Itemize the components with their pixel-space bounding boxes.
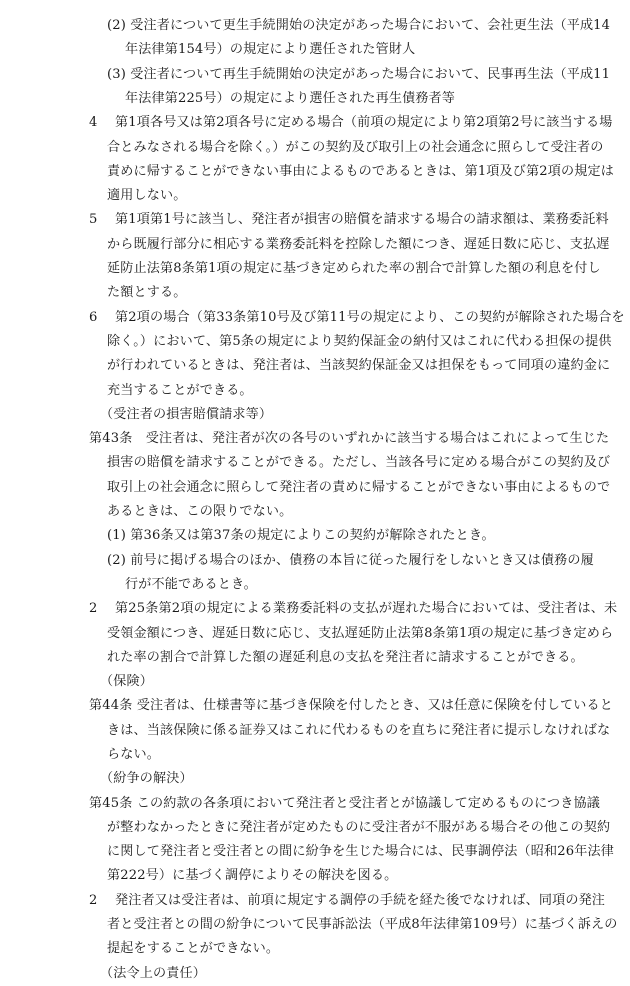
text-line: 4 第1項各号又は第2項各号に定める場合（前項の規定により第2項第2号に該当する場 <box>89 115 613 130</box>
text-line: きは、当該保険に係る証券又はこれに代わるものを直ちに発注者に提示しなければな <box>107 723 611 738</box>
text-line: 責めに帰することができない事由によるものであるときは、第1項及び第2項の規定は <box>107 164 614 179</box>
text-line: 年法律第225号）の規定により選任された再生債務者等 <box>125 91 456 106</box>
text-line: た額とする。 <box>107 285 187 300</box>
text-line: 年法律第154号）の規定により選任された管財人 <box>125 42 416 57</box>
text-line: 受領金額につき、遅延日数に応じ、支払遅延防止法第8条第1項の規定に基づき定めら <box>107 626 614 641</box>
text-line: 損害の賠償を請求することができる。ただし、当該各号に定める場合がこの契約及び <box>107 455 611 470</box>
text-line: (1) 第36条又は第37条の規定によりこの契約が解除されたとき。 <box>107 528 495 543</box>
text-line: 5 第1項第1号に該当し、発注者が損害の賠償を請求する場合の請求額は、業務委託料 <box>89 212 609 227</box>
text-line: から既履行部分に相応する業務委託料を控除した額につき、遅延日数に応じ、支払遅 <box>107 237 610 252</box>
text-line: 合とみなされる場合を除く。）がこの契約及び取引上の社会通念に照らして受注者の <box>107 140 604 155</box>
text-line: あるときは、この限りでない。 <box>107 504 293 519</box>
text-line: 6 第2項の場合（第33条第10号及び第11号の規定により、この契約が解除された場合を <box>89 310 625 325</box>
text-line: 2 第25条第2項の規定による業務委託料の支払が遅れた場合においては、受注者は、未 <box>89 601 618 616</box>
text-line: 提起をすることができない。 <box>107 941 280 956</box>
section-heading: （紛争の解決） <box>100 771 193 786</box>
text-line: に関して発注者と受注者との間に紛争を生じた場合には、民事調停法（昭和26年法律 <box>107 844 614 859</box>
text-line: 第45条 この約款の各条項において発注者と受注者とが協議して定めるものにつき協議 <box>89 796 601 811</box>
text-line: 延防止法第8条第1項の規定に基づき定められた率の割合で計算した額の利息を付し <box>107 261 601 276</box>
section-heading: （保険） <box>100 674 153 689</box>
text-line: れた率の割合で計算した額の遅延利息の支払を発注者に請求することができる。 <box>107 650 584 665</box>
text-line: らない。 <box>107 747 160 762</box>
text-line: 2 発注者又は受注者は、前項に規定する調停の手続を経た後でなければ、同項の発注 <box>89 893 606 908</box>
text-line: 第43条 受注者は、発注者が次の各号のいずれかに該当する場合はこれによって生じた <box>89 431 610 446</box>
text-line: が整わなかったときに発注者が定めたものに受注者が不服がある場合その他この契約 <box>107 820 611 835</box>
text-line: 充当することができる。 <box>107 383 253 398</box>
text-line: 行が不能であるとき。 <box>125 577 257 592</box>
text-line: (3) 受注者について再生手続開始の決定があった場合において、民事再生法（平成11 <box>107 67 611 82</box>
text-line: 適用しない。 <box>107 188 187 203</box>
text-line: 者と受注者との間の紛争について民事訴訟法（平成8年法律第109号）に基づく訴えの <box>107 917 618 932</box>
text-line: 除く。）において、第5条の規定により契約保証金の納付又はこれに代わる担保の提供 <box>107 334 612 349</box>
section-heading: （法令上の責任） <box>100 966 206 981</box>
text-line: (2) 受注者について更生手続開始の決定があった場合において、会社更生法（平成14 <box>107 18 611 33</box>
text-line: が行われているときは、発注者は、当該契約保証金又は担保をもって同項の違約金に <box>107 358 611 373</box>
section-heading: （受注者の損害賠償請求等） <box>100 407 273 422</box>
text-line: 第44条 受注者は、仕様書等に基づき保険を付したとき、又は任意に保険を付していると <box>89 698 614 713</box>
text-line: 第222号）に基づく調停によりその解決を図る。 <box>107 868 398 883</box>
text-line: 取引上の社会通念に照らして発注者の責めに帰することができない事由によるもので <box>107 480 611 495</box>
text-line: (2) 前号に掲げる場合のほか、債務の本旨に従った履行をしないとき又は債務の履 <box>107 553 594 568</box>
